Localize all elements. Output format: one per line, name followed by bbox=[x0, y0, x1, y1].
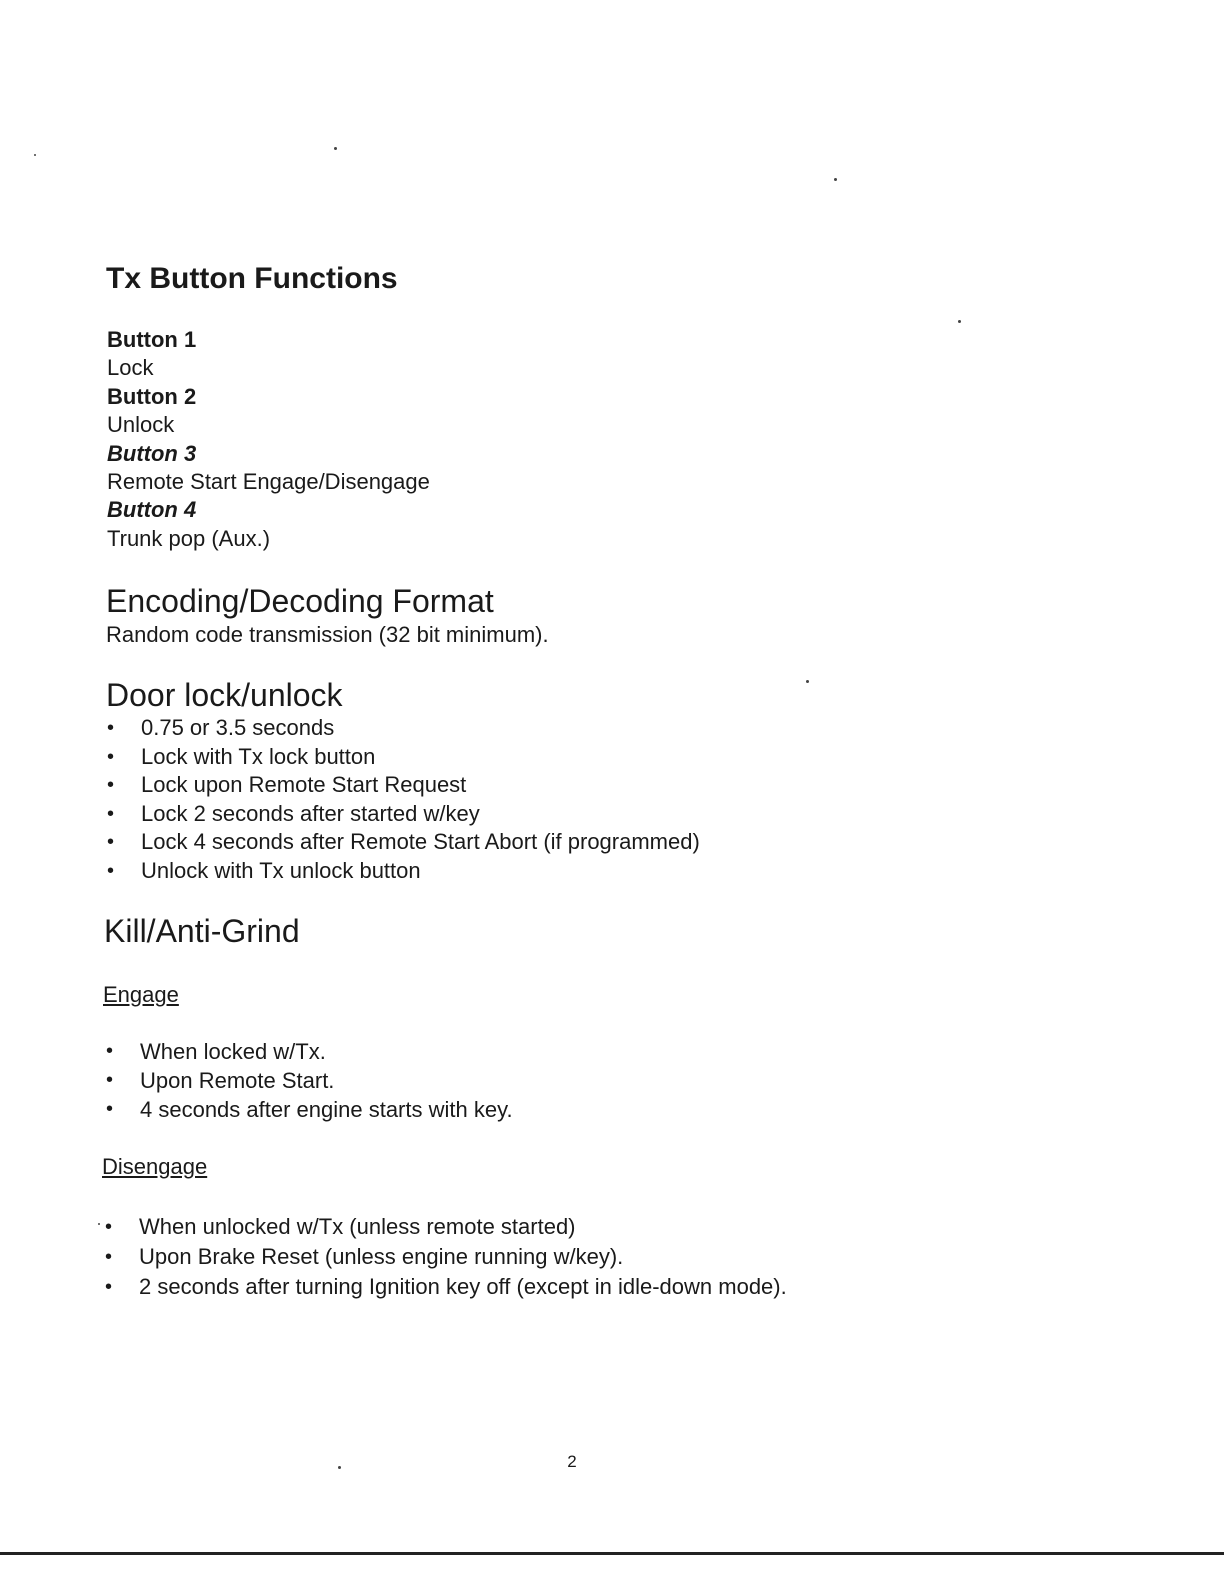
list-item: • 4 seconds after engine starts with key. bbox=[106, 1095, 513, 1124]
list-item: • 2 seconds after turning Ignition key off (except in idle-down mode). bbox=[105, 1272, 787, 1302]
button-2-function: Unlock bbox=[107, 412, 175, 438]
button-3-label: Button 3 bbox=[107, 440, 197, 466]
heading-tx-button-functions: Tx Button Functions bbox=[106, 262, 398, 295]
engage-list bbox=[106, 1037, 513, 1124]
scan-speck bbox=[958, 320, 961, 323]
encoding-description: Random code transmission (32 bit minimum). bbox=[106, 622, 549, 647]
list-item: • Lock 2 seconds after started w/key bbox=[107, 800, 700, 829]
engage-subheading: Engage bbox=[103, 982, 179, 1007]
button-1-function: Lock bbox=[107, 355, 154, 381]
list-item: • Lock 4 seconds after Remote Start Abort (if programmed) bbox=[107, 828, 700, 857]
heading-kill-anti-grind: Kill/Anti-Grind bbox=[104, 913, 300, 949]
disengage-list bbox=[105, 1212, 787, 1302]
button-1-label: Button 1 bbox=[107, 327, 197, 352]
list-item: • Upon Brake Reset (unless engine running w/key). bbox=[105, 1242, 787, 1272]
list-item: • Lock upon Remote Start Request bbox=[107, 771, 700, 800]
scan-speck bbox=[338, 1466, 341, 1469]
scan-speck bbox=[834, 178, 837, 181]
button-4-label: Button 4 bbox=[107, 497, 197, 523]
button-4-function: Trunk pop (Aux.) bbox=[107, 525, 271, 551]
button-3-function: Remote Start Engage/Disengage bbox=[107, 469, 430, 495]
list-item: • Upon Remote Start. bbox=[106, 1066, 513, 1095]
scan-speck bbox=[98, 1223, 100, 1225]
list-item: • When locked w/Tx. bbox=[106, 1037, 513, 1066]
list-item: • 0.75 or 3.5 seconds bbox=[107, 714, 700, 743]
heading-encoding-decoding-format: Encoding/Decoding Format bbox=[106, 583, 494, 619]
scan-speck bbox=[334, 147, 337, 150]
scan-speck bbox=[806, 680, 809, 683]
heading-door-lock-unlock: Door lock/unlock bbox=[106, 677, 343, 713]
disengage-subheading: Disengage bbox=[102, 1154, 208, 1179]
page-number: 2 bbox=[567, 1452, 577, 1471]
list-item: • Unlock with Tx unlock button bbox=[107, 857, 700, 886]
scan-speck bbox=[34, 154, 36, 156]
bottom-rule bbox=[0, 1552, 1224, 1555]
door-lock-list bbox=[107, 714, 700, 886]
list-item: • Lock with Tx lock button bbox=[107, 743, 700, 772]
button-2-label: Button 2 bbox=[107, 383, 197, 409]
list-item: • When unlocked w/Tx (unless remote started) bbox=[105, 1212, 787, 1242]
button-function-list bbox=[107, 326, 430, 553]
